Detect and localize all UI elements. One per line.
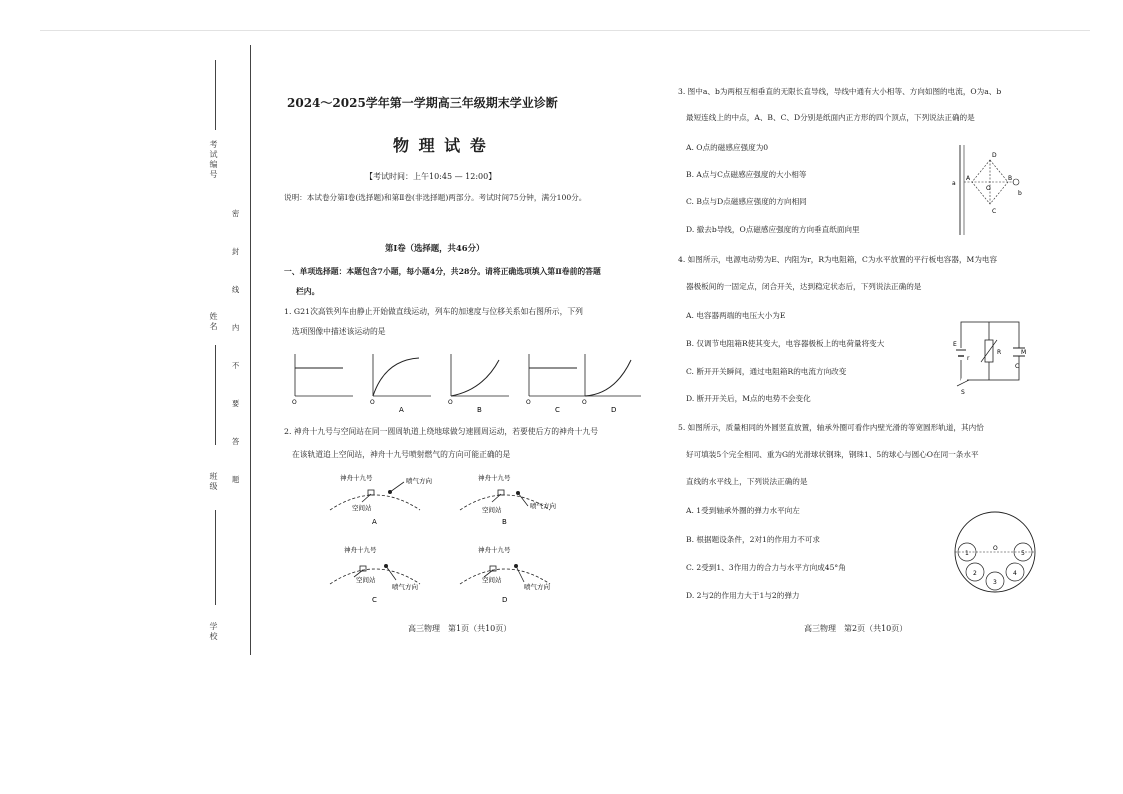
- q3-text: 3. 图中a、b为两根互相垂直的无限长直导线，导线中通有大小相等、方向如图的电流，O为a、b: [678, 87, 1002, 96]
- section-instruction-2: 栏内。: [296, 287, 320, 296]
- q2-diagrams: [330, 470, 580, 605]
- svg-text:3: 3: [993, 579, 997, 586]
- svg-text:S: S: [961, 389, 965, 396]
- q1-text-2: 选项图像中描述该运动的是: [292, 327, 386, 336]
- q3-figure: [952, 145, 1022, 235]
- q5-option-c: C. 2受到1、3作用力的合力与水平方向成45°角: [686, 563, 846, 572]
- q3-option-a: A. O点的磁感应强度为0: [686, 143, 769, 152]
- exam-title: 2024～2025学年第一学期高三年级期末学业诊断: [287, 96, 558, 110]
- footer-left: 高三物理 第1页（共10页）: [408, 624, 512, 633]
- class-line: [215, 510, 216, 605]
- seal-char: 内: [232, 323, 240, 332]
- q3-option-d: D. 撤去b导线，O点磁感应强度的方向垂直纸面向里: [686, 225, 860, 234]
- q3-option-c: C. B点与D点磁感应强度的方向相同: [686, 197, 807, 206]
- svg-text:神舟十九号: 神舟十九号: [344, 546, 377, 554]
- svg-text:A: A: [966, 175, 971, 182]
- margin-school-label: 学校: [209, 622, 218, 642]
- q2-text: 2. 神舟十九号与空间站在同一圆周轨道上绕地球做匀速圆周运动，若要使后方的神舟十九号: [284, 427, 598, 436]
- q4-text-2: 器极板间的一固定点，闭合开关，达到稳定状态后，下列说法正确的是: [686, 282, 922, 291]
- svg-text:神舟十九号: 神舟十九号: [478, 474, 511, 482]
- binding-line: [250, 45, 251, 655]
- q1-given-graph: [292, 354, 353, 406]
- q3-text-2: 最短连线上的中点，A、B、C、D分别是纸面内正方形的四个顶点，下列说法正确的是: [686, 113, 975, 122]
- svg-text:C: C: [1015, 363, 1020, 370]
- q2-text-2: 在该轨道追上空间站，神舟十九号喷射燃气的方向可能正确的是: [292, 450, 511, 459]
- svg-text:C: C: [992, 208, 997, 215]
- q2-diagram-c: [330, 545, 420, 604]
- footer-right: 高三物理 第2页（共10页）: [804, 624, 908, 633]
- q4-option-c: C. 断开开关瞬间，通过电阻箱R的电流方向改变: [686, 367, 847, 376]
- svg-text:O: O: [582, 399, 587, 406]
- svg-text:1: 1: [965, 550, 969, 557]
- svg-text:5: 5: [1021, 550, 1025, 557]
- q5-text-2: 好可填装5个完全相同、重为G的光滑球状钢珠，钢珠1、5的球心与圆心O在同一条水平: [686, 450, 979, 459]
- seal-char: 线: [232, 285, 240, 294]
- svg-text:空间站: 空间站: [356, 576, 376, 584]
- q1-graph-d: [582, 354, 641, 414]
- q5-option-a: A. 1受到轴承外圈的弹力水平向左: [686, 506, 800, 515]
- seal-text-column: [232, 210, 246, 510]
- svg-text:M: M: [1021, 349, 1027, 356]
- q5-option-d: D. 2与2的作用力大于1与2的弹力: [686, 591, 800, 600]
- svg-text:B: B: [502, 518, 507, 526]
- svg-text:O: O: [526, 399, 531, 406]
- seal-char: 密: [232, 209, 240, 218]
- svg-text:O: O: [986, 185, 991, 192]
- scan-top-edge: [40, 30, 1090, 31]
- svg-text:喷气方向: 喷气方向: [530, 502, 556, 510]
- svg-text:空间站: 空间站: [352, 504, 372, 512]
- svg-text:r: r: [967, 355, 970, 362]
- q1-label-c: C: [555, 406, 560, 414]
- q4-text: 4. 如图所示，电源电动势为E、内阻为r，R为电阻箱，C为水平放置的平行板电容器，M为电容: [678, 255, 998, 264]
- seal-char: 要: [232, 399, 240, 408]
- svg-text:2: 2: [973, 570, 977, 577]
- svg-text:A: A: [372, 518, 377, 526]
- q1-graph-a: [370, 354, 431, 414]
- margin-exam-no-label: 考试编号: [209, 140, 218, 180]
- svg-text:空间站: 空间站: [482, 506, 502, 514]
- margin-class-label: 班级: [209, 472, 218, 492]
- q4-option-a: A. 电容器两端的电压大小为E: [686, 311, 786, 320]
- svg-text:E: E: [953, 341, 957, 348]
- svg-text:O: O: [370, 399, 375, 406]
- svg-text:C: C: [372, 596, 377, 604]
- seal-char: 题: [232, 475, 240, 484]
- svg-text:D: D: [502, 596, 508, 604]
- q1-text: 1. G21次高铁列车由静止开始做直线运动，列车的加速度与位移关系如右图所示，下列: [284, 307, 583, 316]
- svg-text:空间站: 空间站: [482, 576, 502, 584]
- q2-diagram-b: [460, 473, 557, 526]
- name-line: [215, 345, 216, 445]
- q1-graph-c: [526, 354, 587, 414]
- svg-text:B: B: [1008, 175, 1013, 182]
- q2-diagram-a: [330, 473, 433, 526]
- exam-time: 【考试时间：上午10:45 — 12:00】: [365, 172, 497, 181]
- svg-text:a: a: [952, 180, 956, 187]
- q5-text: 5. 如图所示，质量相同的外圆竖直放置，轴承外圈可看作内壁光滑的等宽圆形轨道，其内恰: [678, 423, 984, 432]
- q4-circuit: [953, 318, 1028, 398]
- exam-no-line: [215, 60, 216, 130]
- q2-diagram-d: [460, 545, 551, 604]
- svg-text:b: b: [1018, 190, 1022, 197]
- svg-text:R: R: [997, 349, 1002, 356]
- q1-label-b: B: [477, 406, 482, 414]
- q1-graph-b: [448, 354, 509, 414]
- svg-text:D: D: [992, 152, 997, 159]
- svg-text:4: 4: [1013, 570, 1017, 577]
- q1-graphs: [285, 350, 645, 415]
- section-instruction: 一、单项选择题：本题包含7小题，每小题4分，共28分。请将正确选项填入第Ⅱ卷前的答题: [284, 267, 601, 276]
- subject-title: 物 理 试 卷: [393, 136, 488, 155]
- q5-option-b: B. 根据题设条件，2对1的作用力不可求: [686, 535, 820, 544]
- q4-option-d: D. 断开开关后，M点的电势不会变化: [686, 394, 811, 403]
- seal-char: 答: [232, 437, 240, 446]
- svg-text:O: O: [448, 399, 453, 406]
- q4-option-b: B. 仅调节电阻箱R使其变大，电容器极板上的电荷量将变大: [686, 339, 885, 348]
- part1-title: 第Ⅰ卷（选择题，共46分）: [385, 243, 485, 253]
- svg-text:喷气方向: 喷气方向: [392, 583, 418, 591]
- svg-text:神舟十九号: 神舟十九号: [478, 546, 511, 554]
- svg-text:O: O: [993, 545, 998, 552]
- svg-text:喷气方向: 喷气方向: [406, 477, 432, 485]
- margin-name-label: 姓名: [209, 312, 218, 332]
- svg-text:喷气方向: 喷气方向: [524, 583, 550, 591]
- seal-char: 不: [232, 361, 240, 370]
- q5-text-3: 直线的水平线上，下列说法正确的是: [686, 477, 808, 486]
- q3-option-b: B. A点与C点磁感应强度的大小相等: [686, 170, 807, 179]
- q1-label-a: A: [399, 406, 404, 414]
- q1-label-d: D: [611, 406, 617, 414]
- q1-origin: O: [292, 399, 297, 406]
- seal-char: 封: [232, 247, 240, 256]
- exam-note: 说明：本试卷分第Ⅰ卷(选择题)和第Ⅱ卷(非选择题)两部分。考试时间75分钟，满分100分。: [284, 193, 587, 202]
- q5-bearing-figure: [955, 510, 1035, 602]
- svg-text:神舟十九号: 神舟十九号: [340, 474, 373, 482]
